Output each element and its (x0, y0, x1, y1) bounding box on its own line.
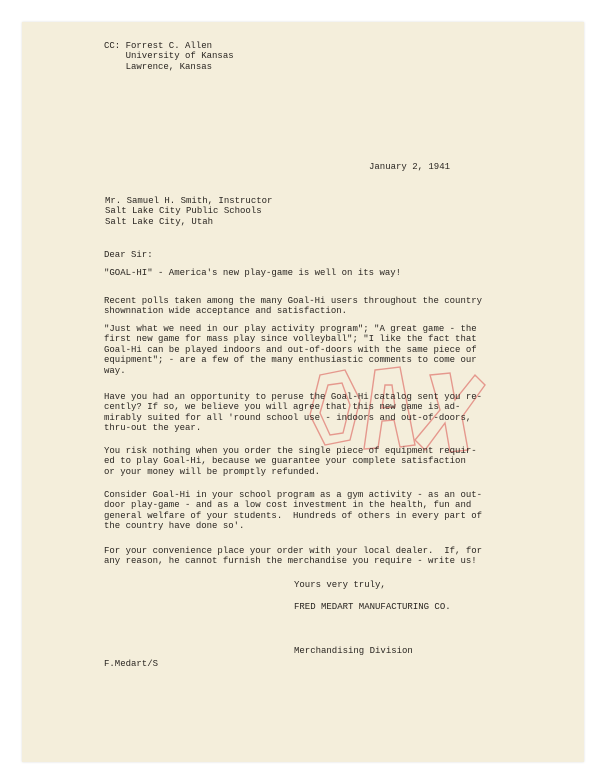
typist-initials: F.Medart/S (104, 659, 159, 669)
cc-line: Lawrence, Kansas (104, 61, 213, 72)
paragraph-7 (104, 546, 482, 567)
paragraph-line: Goal-Hi can be played indoors and out-of-doors with the same piece of (104, 344, 477, 355)
paragraph-line: way. (104, 365, 126, 376)
paragraph-line: equipment"; - are a few of the many enthusiastic comments to come our (104, 355, 477, 366)
address-line: Mr. Samuel H. Smith, Instructor (105, 196, 273, 206)
paragraph-line: shownnation wide acceptance and satisfaction. (104, 306, 348, 317)
paragraph-line: thru-out the year. (104, 423, 202, 434)
paragraph-6 (104, 490, 482, 532)
paragraph-line: Have you had an opportunity to peruse the Goal-Hi catalog sent you re- (104, 392, 483, 402)
paragraph-line: You risk nothing when you order the single piece of equipment requir- (104, 446, 477, 456)
paragraph-line: first new game for mass play since volleyball"; "I like the fact that (104, 334, 477, 345)
paragraph-line: Consider Goal-Hi in your school program as a gym activity - as an out- (104, 490, 483, 500)
paragraph-5 (104, 446, 477, 477)
paragraph-line: any reason, he cannot furnish the merchandise you require - write us! (104, 556, 477, 567)
cc-line: CC: Forrest C. Allen (104, 41, 213, 51)
paragraph-line: mirably suited for all 'round school use - indoors and out-of-doors, (104, 412, 472, 423)
paragraph-4 (104, 392, 482, 434)
cc-block (104, 41, 234, 72)
address-line: Salt Lake City Public Schools (105, 206, 262, 217)
cc-line: University of Kansas (104, 51, 234, 62)
division-name: Merchandising Division (294, 646, 413, 656)
address-line: Salt Lake City, Utah (105, 216, 214, 227)
paragraph-line: ed to play Goal-Hi, because we guarantee your complete satisfaction (104, 456, 466, 467)
paragraph-line: door play-game - and as a low cost investment in the health, fun and (104, 500, 472, 511)
company-name: FRED MEDART MANUFACTURING CO. (294, 602, 451, 612)
paragraph-line: "GOAL-HI" - America's new play-game is well on its way! (104, 268, 402, 278)
paragraph-line: Recent polls taken among the many Goal-Hi users throughout the country (104, 296, 483, 306)
letter-date: January 2, 1941 (369, 162, 451, 172)
recipient-address (105, 196, 272, 227)
salutation: Dear Sir: (104, 250, 153, 260)
paragraph-line: general welfare of your students. Hundreds of others in every part of (104, 510, 483, 521)
paragraph-line: "Just what we need in our play activity program"; "A great game - the (104, 324, 477, 334)
paragraph-1 (104, 268, 401, 278)
paragraph-line: cently? If so, we believe you will agree that this new game is ad- (104, 402, 461, 413)
paragraph-2 (104, 296, 482, 317)
paragraph-line: or your money will be promptly refunded. (104, 466, 321, 477)
paragraph-line: the country have done so'. (104, 521, 245, 532)
closing: Yours very truly, (294, 580, 386, 590)
paragraph-3 (104, 324, 477, 376)
paragraph-line: For your convenience place your order with your local dealer. If, for (104, 546, 483, 556)
